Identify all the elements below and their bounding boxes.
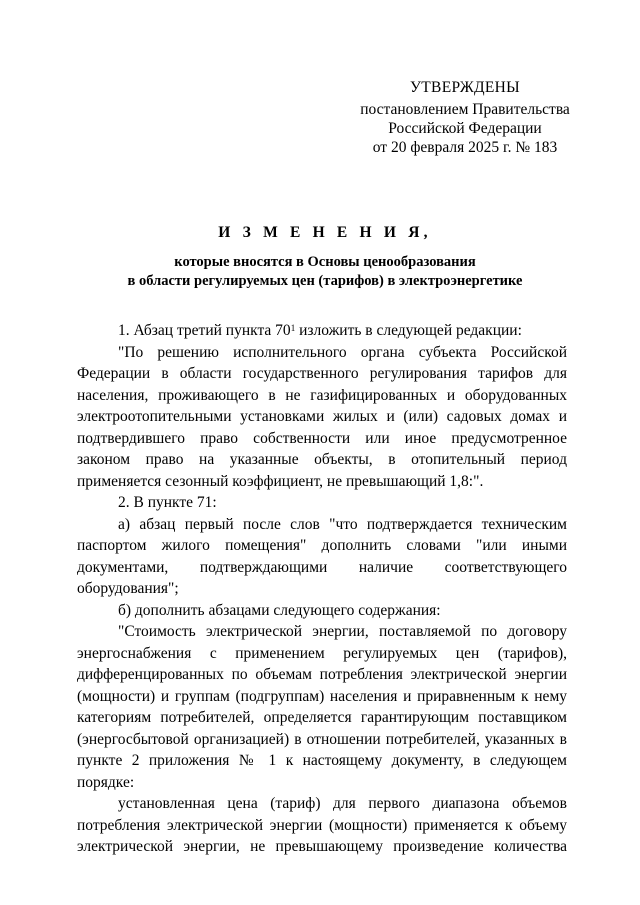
title-heading: И З М Е Н Е Н И Я, <box>218 224 432 241</box>
paragraph-6: "Стоимость электрической энергии, поставляемой по договору энергоснабжения с применением регулируемых цен (тарифов), дифференцированных по объемам потребления электрической энергии (мощности) и группам (подгруппам) населения и приравненным к нему категориям потребителей, определяется гарантирующим поставщиком (энергосбытовой организацией) в отношении потребителей, указанных в пункте 2 приложения № 1 к настоящему документу, в следующем порядке: <box>77 623 567 791</box>
approval-line-2: Российской Федерации <box>388 120 542 137</box>
paragraph-7: установленная цена (тариф) для первого диапазона объемов потребления электрической энергии (мощности) применяется к объему электрической энергии, не превышающему произведение количества <box>77 795 567 855</box>
paragraph-1-text-a: 1. Абзац третий пункта 70 <box>118 322 291 339</box>
paragraph-2: "По решению исполнительного органа субъекта Российской Федерации в области государственного регулирования тарифов для населения, проживающего в не газифицированных и оборудованных электроотопительными установками жилых и (или) садовых домах и подтвердившего право собственности или иное предусмотренное законом право на указанные объекты, в отопительный период применяется сезонный коэффициент, не превышающий 1,8:". <box>77 343 567 490</box>
paragraph-1-superscript: 1 <box>290 323 296 333</box>
paragraph-5: б) дополнить абзацами следующего содержания: <box>118 601 441 619</box>
approval-line-3: от 20 февраля 2025 г. № 183 <box>372 139 558 156</box>
document-title <box>70 224 580 291</box>
document-body <box>77 320 567 858</box>
paragraph-3: 2. В пункте 71: <box>118 494 217 511</box>
approval-line-1: постановлением Правительства <box>360 101 570 118</box>
title-subtitle-line-2: в области регулируемых цен (тарифов) в электроэнергетике <box>127 273 523 289</box>
paragraph-1 <box>77 320 567 342</box>
title-subtitle-line-1: которые вносятся в Основы ценообразования <box>174 254 476 270</box>
paragraph-1-text-b: изложить в следующей редакции: <box>295 322 522 339</box>
approval-stamp: УТВЕРЖДЕНЫ <box>410 79 520 96</box>
paragraph-4: а) абзац первый после слов "что подтверждается техническим паспортом жилого помещения" дополнить словами "или иными документами, подтверждающими наличие соответствующего оборудования"; <box>77 515 567 597</box>
approval-block <box>340 78 590 157</box>
